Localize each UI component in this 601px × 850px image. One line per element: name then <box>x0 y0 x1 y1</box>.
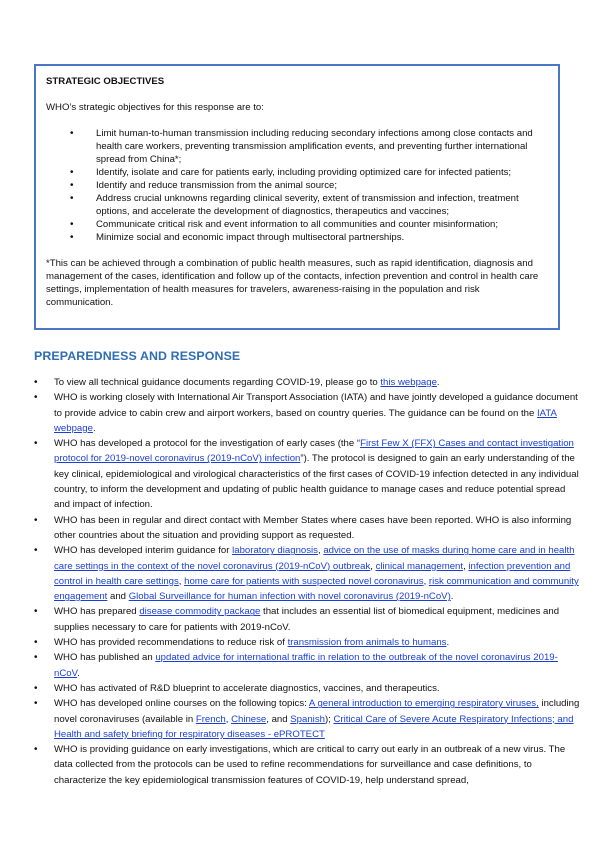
list-item <box>54 390 582 436</box>
masks-advice-link[interactable]: advice on the use of masks during home care and in health care settings in the context of the novel coronavirus (2019-nCoV) outbreak <box>54 545 575 572</box>
critical-care-course-link[interactable]: Critical Care of Severe Acute Respiratory Infections; and Health and safety briefing for respiratory diseases - ePROTECT <box>54 713 574 740</box>
item-text: . <box>436 377 440 388</box>
item-text: . <box>446 637 450 649</box>
item-text: WHO has provided recommendations to reduce risk of <box>54 637 288 649</box>
objective-item: • Communicate critical risk and event information to all communities and counter misinformation; <box>96 218 548 231</box>
item-text: , <box>178 575 185 587</box>
item-text: , <box>225 713 232 725</box>
this-webpage-link[interactable]: this webpage <box>380 377 437 388</box>
list-item <box>54 681 582 696</box>
objective-item: • Address crucial unknowns regarding clinical severity, extent of transmission and infection, treatment options, and accelerate the development of diagnostics, therapeutics and vaccines; <box>96 192 548 218</box>
item-text: including novel coronaviruses (available in <box>54 698 580 725</box>
item-text: that includes an essential list of biomedical equipment, medicines and supplies necessary to care for patients with 2019-nCoV. <box>54 606 560 633</box>
objective-item: • Identify, isolate and care for patients early, including providing optimized care for infected patients; <box>96 166 548 179</box>
item-text: . <box>450 591 454 603</box>
item-text: ”). The protocol is designed to gain an early understanding of the key clinical, epidemiological and virological characteristics of the first cases of COVID-19 infection detected in any individual country, to inform the development and updating of public health guidance to manage cases and reduce potential spread and impact of infection. <box>54 453 579 511</box>
global-surveillance-link[interactable]: Global Surveillance for human infection with novel coronavirus (2019-nCoV) <box>128 591 451 603</box>
list-item <box>54 604 582 635</box>
item-text: , <box>463 560 469 572</box>
list-item <box>54 436 582 512</box>
list-item <box>54 543 582 604</box>
item-text: WHO has activated of R&D blueprint to accelerate diagnostics, vaccines, and therapeutics. <box>54 682 440 694</box>
respiratory-viruses-course-link[interactable]: A general introduction to emerging respiratory viruses, <box>308 698 539 710</box>
section-title: PREPAREDNESS AND RESPONSE <box>34 349 241 363</box>
item-text: , <box>423 575 429 587</box>
list-item <box>54 375 582 390</box>
home-care-link[interactable]: home care for patients with suspected novel coronavirus <box>184 575 424 587</box>
item-text: , <box>370 560 376 572</box>
list-item <box>54 650 582 681</box>
item-text: , and <box>266 713 291 725</box>
item-text: . <box>92 422 96 434</box>
item-text: ); <box>324 713 334 725</box>
strategic-objectives-box <box>34 64 560 330</box>
french-link[interactable]: French <box>195 713 226 725</box>
objective-item: • Minimize social and economic impact through multisectoral partnerships. <box>96 231 548 244</box>
chinese-link[interactable]: Chinese <box>231 713 267 725</box>
item-text: WHO has prepared <box>54 606 140 618</box>
spanish-link[interactable]: Spanish <box>290 713 325 725</box>
clinical-management-link[interactable]: clinical management <box>375 560 464 572</box>
item-text: , <box>317 545 324 557</box>
item-text: WHO has developed interim guidance for <box>54 545 233 557</box>
item-text: WHO is providing guidance on early investigations, which are critical to carry out early in an outbreak of a new virus. The data collected from the protocols can be used to refine recommendations for surveillance and case definitions, to characterize the key epidemiological transmission features of COVID-19, help understand spread, <box>54 744 566 786</box>
list-item <box>54 696 582 742</box>
iata-webpage-link[interactable]: IATA webpage <box>54 407 557 434</box>
laboratory-diagnosis-link[interactable]: laboratory diagnosis <box>232 545 318 557</box>
preparedness-list <box>34 375 582 788</box>
item-text: WHO has published an <box>54 652 156 664</box>
list-item <box>54 742 582 788</box>
strategic-objectives-intro: WHO’s strategic objectives for this response are to: <box>46 102 264 113</box>
objective-item: • Limit human-to-human transmission including reducing secondary infections among close contacts and health care workers, preventing transmission amplification events, and preventing further international spread from China*; <box>96 127 548 166</box>
infection-prevention-link[interactable]: infection prevention and control in health care settings <box>54 560 571 587</box>
item-text: WHO has been in regular and direct contact with Member States where cases have been reported. WHO is also informing other countries about the situation and providing support as requested. <box>54 514 572 541</box>
list-item <box>54 513 582 544</box>
footnote: *This can be achieved through a combination of public health measures, such as rapid identification, diagnosis and management of the cases, identification and follow up of the contacts, infection prevention and control in health care settings, implementation of health measures for travelers, awareness-raising in the population and risk communication. <box>46 258 539 308</box>
animal-transmission-link[interactable]: transmission from animals to humans <box>287 637 447 649</box>
strategic-objectives-title: STRATEGIC OBJECTIVES <box>46 76 165 87</box>
objectives-list <box>46 127 548 244</box>
item-text: . <box>77 667 80 679</box>
item-text: WHO has developed a protocol for the investigation of early cases (the “ <box>54 438 361 450</box>
item-text: and <box>107 591 129 603</box>
traffic-advice-link[interactable]: updated advice for international traffic in relation to the outbreak of the novel coronavirus 2019-nCoV <box>54 652 558 679</box>
risk-communication-link[interactable]: risk communication and community engagement <box>54 575 579 603</box>
disease-commodity-link[interactable]: disease commodity package <box>139 606 261 618</box>
item-text: To view all technical guidance documents regarding COVID-19, please go to <box>54 377 381 388</box>
objective-item: • Identify and reduce transmission from the animal source; <box>96 179 548 192</box>
item-text: WHO is working closely with International Air Transport Association (IATA) and have jointly developed a guidance document to provide advice to cabin crew and airport workers, based on country queries. The guidance can be found on the <box>54 392 578 419</box>
list-item <box>54 635 582 650</box>
ffx-protocol-link[interactable]: First Few X (FFX) Cases and contact investigation protocol for 2019-novel coronavirus (2019-nCoV) infection <box>54 438 574 465</box>
item-text: WHO has developed online courses on the following topics: <box>54 698 309 710</box>
